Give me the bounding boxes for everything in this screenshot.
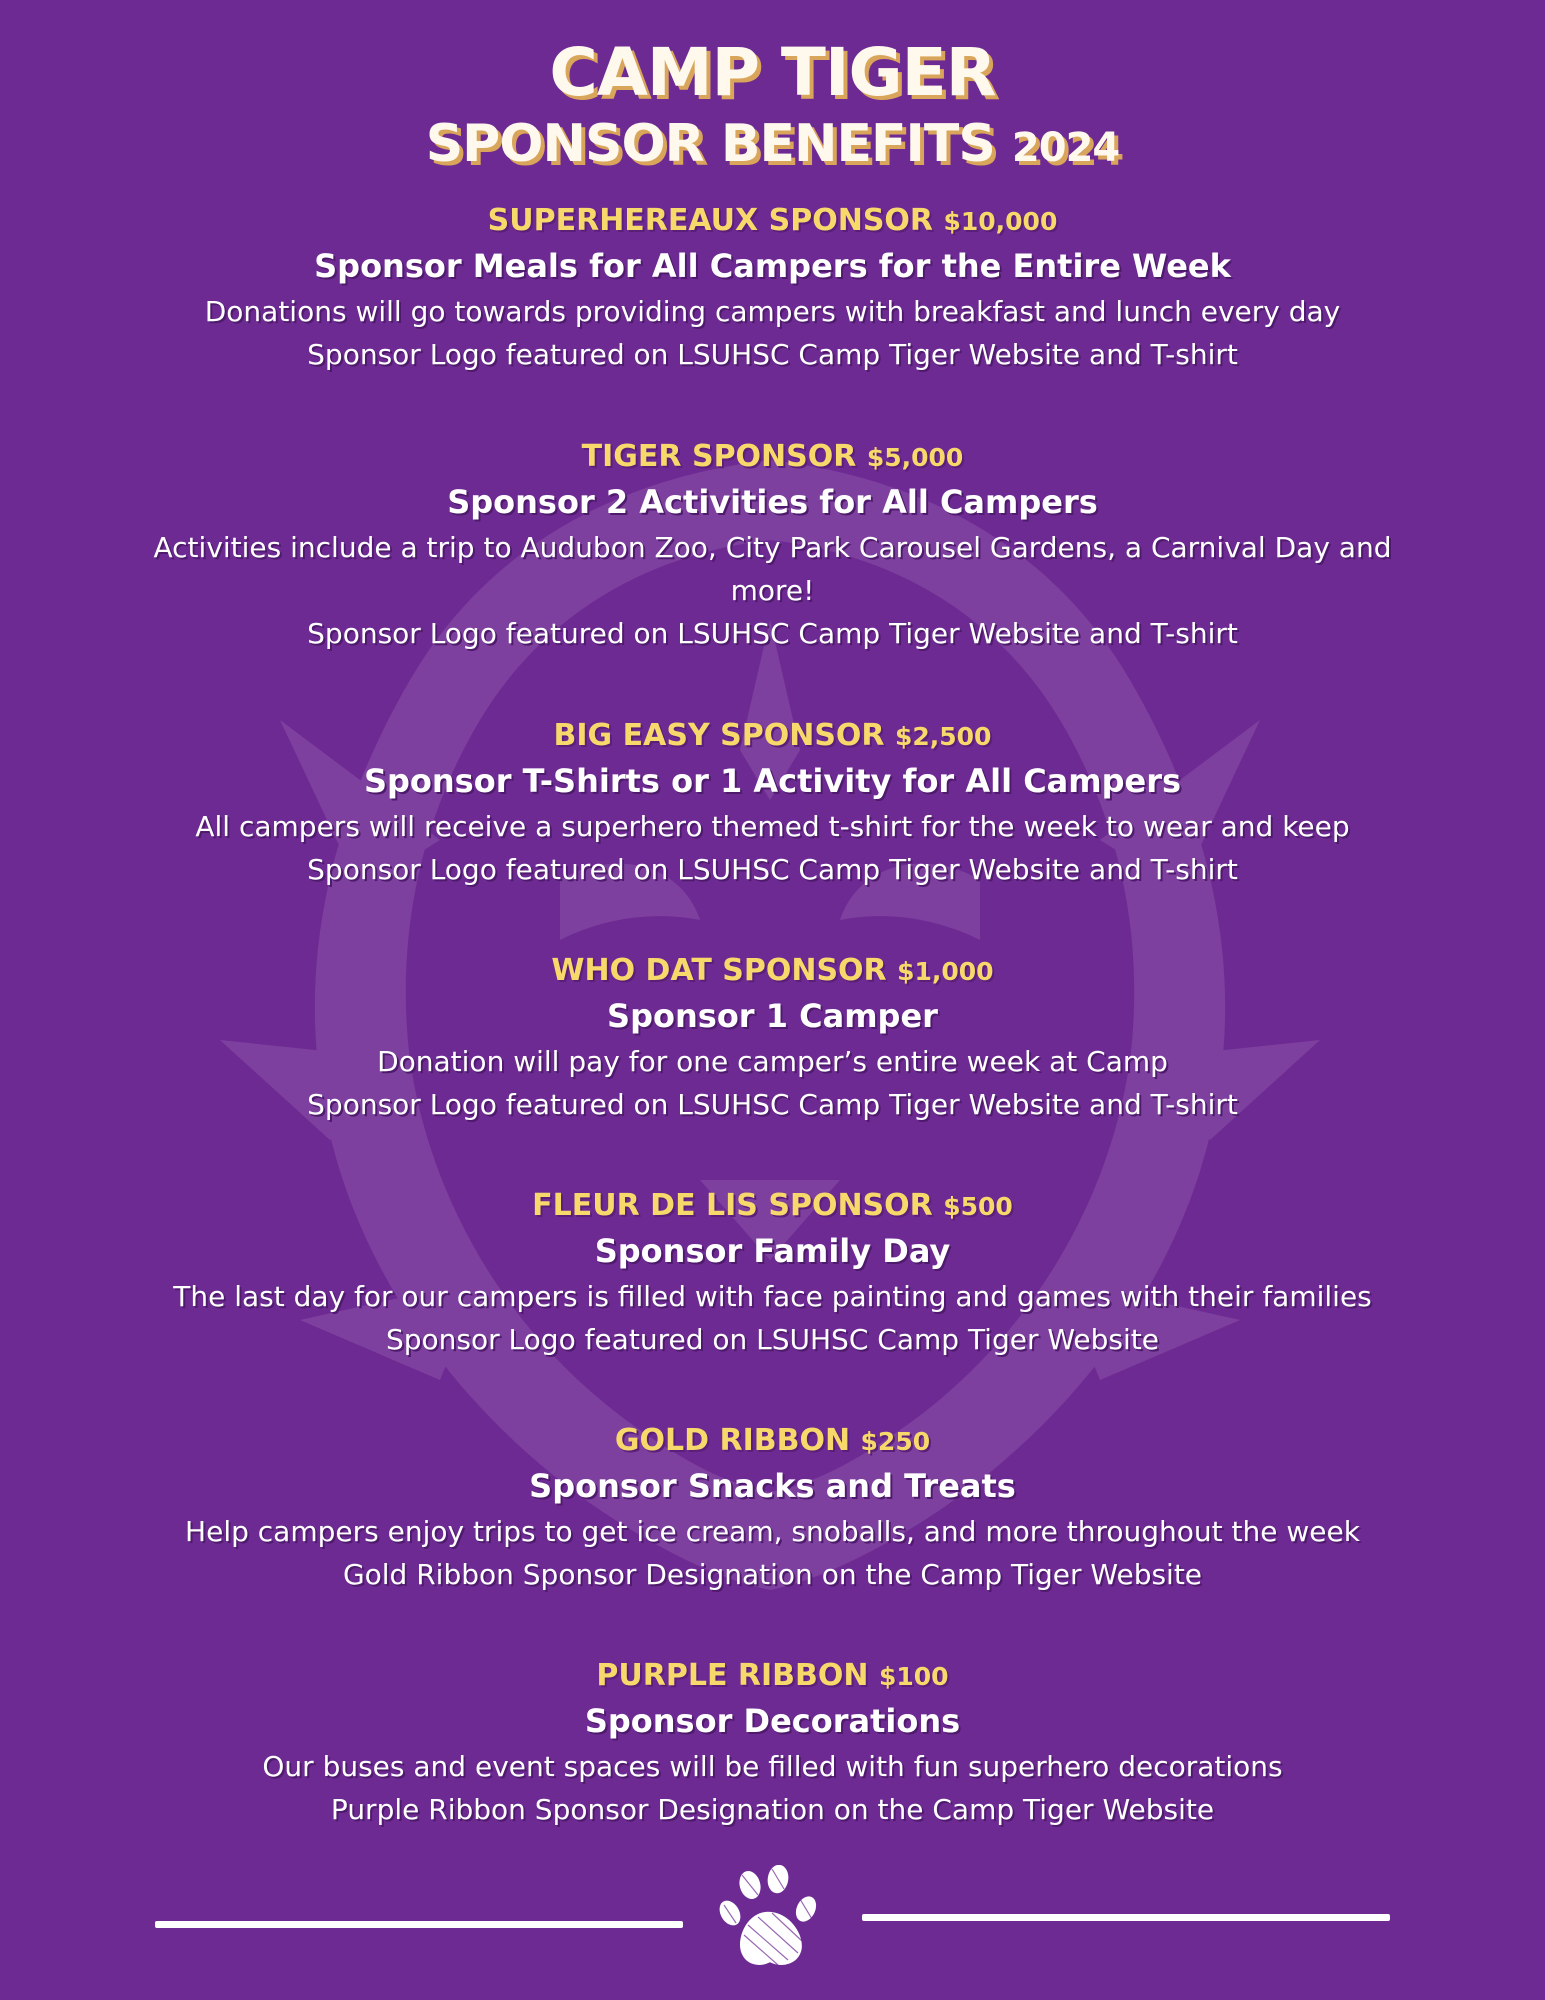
tier-name	[0, 437, 1545, 478]
tier-recognition: Sponsor Logo featured on LSUHSC Camp Tiger Website and T-shirt	[307, 617, 1238, 650]
tier-title: GOLD RIBBON	[614, 1423, 851, 1458]
tier-description: The last day for our campers is filled with face painting and games with their families	[173, 1280, 1372, 1313]
tier-amount: $500	[943, 1192, 1013, 1221]
tier-title: TIGER SPONSOR	[581, 439, 857, 474]
tier-title: BIG EASY SPONSOR	[553, 718, 885, 753]
tier-big-easy	[0, 716, 1545, 891]
tier-recognition: Purple Ribbon Sponsor Designation on the Camp Tiger Website	[330, 1793, 1215, 1826]
footer-divider-left	[155, 1921, 683, 1928]
tier-tiger	[0, 437, 1545, 655]
tier-gold-ribbon	[0, 1421, 1545, 1596]
tier-title: SUPERHEREAUX SPONSOR	[487, 203, 934, 238]
tier-headline: Sponsor 2 Activities for All Campers	[447, 483, 1098, 521]
tier-description: Donation will pay for one camper’s entire week at Camp	[377, 1045, 1168, 1078]
tier-name	[0, 1421, 1545, 1462]
tier-description: Help campers enjoy trips to get ice cream, snoballs, and more throughout the week	[185, 1515, 1360, 1548]
tier-recognition: Sponsor Logo featured on LSUHSC Camp Tiger Website and T-shirt	[307, 1088, 1238, 1121]
tier-headline: Sponsor 1 Camper	[607, 997, 938, 1035]
subtitle-text: SPONSOR BENEFITS	[425, 114, 995, 174]
tier-headline: Sponsor Snacks and Treats	[529, 1467, 1016, 1505]
tier-amount: $1,000	[897, 957, 994, 986]
page-title: CAMP TIGER	[549, 34, 996, 111]
tier-description: Donations will go towards providing campers with breakfast and lunch every day	[204, 295, 1341, 328]
tier-description: Activities include a trip to Audubon Zoo, City Park Carousel Gardens, a Carnival Day and more!	[153, 531, 1392, 607]
tier-headline: Sponsor Decorations	[584, 1702, 961, 1740]
tier-who-dat	[0, 951, 1545, 1126]
tier-fleur-de-lis	[0, 1186, 1545, 1361]
tier-superhereaux	[0, 201, 1545, 376]
tier-recognition: Sponsor Logo featured on LSUHSC Camp Tiger Website and T-shirt	[307, 338, 1238, 371]
footer-divider-right	[862, 1914, 1390, 1921]
tier-amount: $5,000	[866, 443, 964, 472]
tier-amount: $10,000	[943, 207, 1058, 236]
tier-name	[0, 951, 1545, 992]
tier-name	[0, 1656, 1545, 1697]
tier-amount: $250	[860, 1427, 931, 1456]
tier-title: PURPLE RIBBON	[596, 1658, 869, 1693]
subtitle-year: 2024	[1011, 125, 1120, 171]
tier-headline: Sponsor T-Shirts or 1 Activity for All Campers	[363, 762, 1182, 800]
tier-headline: Sponsor Family Day	[594, 1232, 951, 1270]
tier-description: All campers will receive a superhero themed t-shirt for the week to wear and keep	[195, 810, 1350, 843]
tier-recognition: Gold Ribbon Sponsor Designation on the Camp Tiger Website	[342, 1558, 1203, 1591]
tier-name	[0, 1186, 1545, 1227]
tier-purple-ribbon	[0, 1656, 1545, 1831]
page-subtitle	[0, 114, 1545, 174]
tier-title: WHO DAT SPONSOR	[551, 953, 887, 988]
tier-amount: $2,500	[894, 722, 992, 751]
paw-print-icon	[718, 1865, 828, 1975]
tier-name	[0, 201, 1545, 242]
tier-amount: $100	[878, 1662, 949, 1691]
tier-name	[0, 716, 1545, 757]
tier-headline: Sponsor Meals for All Campers for the Entire Week	[314, 247, 1231, 285]
tier-description: Our buses and event spaces will be filled with fun superhero decorations	[262, 1750, 1283, 1783]
tier-recognition: Sponsor Logo featured on LSUHSC Camp Tiger Website and T-shirt	[307, 853, 1238, 886]
tier-recognition: Sponsor Logo featured on LSUHSC Camp Tiger Website	[386, 1323, 1159, 1356]
tier-title: FLEUR DE LIS SPONSOR	[532, 1188, 933, 1223]
